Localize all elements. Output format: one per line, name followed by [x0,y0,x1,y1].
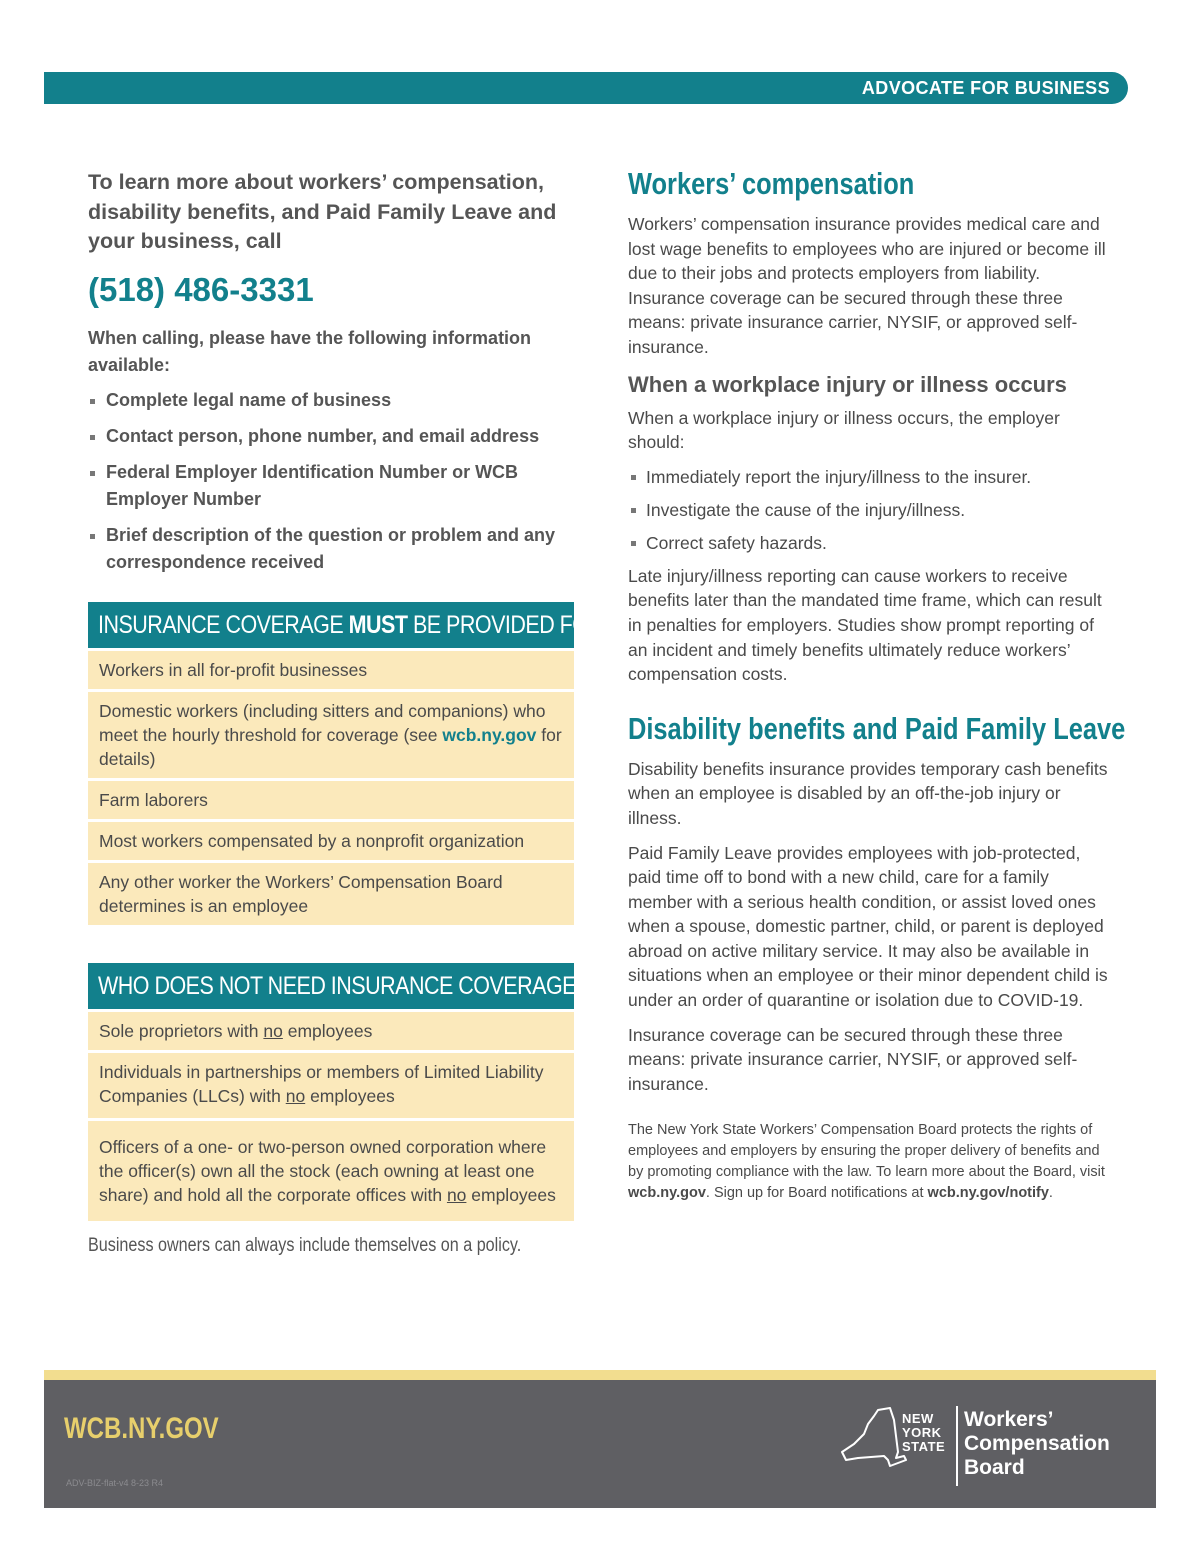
no-emphasis: no [446,1184,467,1205]
board-line: Compensation [964,1432,1110,1455]
disability-text: Disability benefits insurance provides temporary cash benefits when an employee is disabled by an off-the-job injury or illness. [628,758,1108,828]
title-part: INSURANCE COVERAGE [98,610,349,639]
row-text: employees [282,1020,373,1041]
form-code: ADV-BIZ-flat-v4 8-23 R4 [66,1478,164,1488]
list-item: Correct safety hazards. [628,531,1108,555]
pfl-text: Paid Family Leave provides employees with job-protected, paid time off to bond with a new child, care for a family member with a serious health condition, or assist loved ones when a spouse, domestic partner, child, or parent is deployed abroad on active military service. It may also be available in situations when an employee or their minor dependent child is under an order of quarantine or isolation due to COVID-19. [628,842,1108,1011]
list-item: Immediately report the injury/illness to the insurer. [628,465,1108,489]
board-text: . [1048,1184,1053,1201]
row-text: Officers of a one- or two-person owned corporation where the officer(s) own all the stock (each owning at least one share) and hold all the corporate offices with [99,1136,547,1205]
wcb-logo [838,1402,1138,1486]
header-label: ADVOCATE FOR BUSINESS [861,78,1110,98]
coverage-required-box [88,602,609,925]
board-wordmark [964,1408,1110,1480]
row-text: Sole proprietors with [99,1020,264,1041]
list-item: Investigate the cause of the injury/illness. [628,498,1108,522]
coverage-exempt-box [88,963,582,1221]
workers-comp-heading: Workers’ compensation [628,166,915,201]
injury-heading: When a workplace injury or illness occurs [628,371,1067,397]
board-text: The New York State Workers’ Compensation Board protects the rights of employees and employers by ensuring the proper delivery of benefits and by promoting compliance with the law. To learn more about the Board, visit [628,1122,1105,1181]
footer-url[interactable]: WCB.NY.GOV [64,1412,219,1445]
board-link[interactable]: wcb.ny.gov [628,1184,706,1201]
coverage-exempt-title [88,963,582,1009]
header-bar [44,72,1128,104]
secure-coverage-text: Insurance coverage can be secured through these three means: private insurance carrier, NYSIF, or approved self-insurance. [628,1024,1078,1094]
ny-state-outline-icon [838,1406,908,1472]
table-row: Workers in all for-profit businesses [88,651,574,689]
no-emphasis: no [285,1085,306,1106]
right-column [628,166,1126,1218]
board-statement [628,1120,1108,1203]
board-text: . Sign up for Board notifications at [705,1184,928,1201]
workers-comp-text: Workers’ compensation insurance provides medical care and lost wage benefits to employees who are injured or become ill due to their jobs and protects employers from liability. Insurance coverage can be secured through these three means: private insurance carrier, NYSIF, or approved self-insurance. [628,214,1106,357]
logo-divider [956,1406,958,1486]
nys-wordmark [902,1412,945,1454]
title-emphasis: MUST [348,610,408,639]
coverage-required-title [88,602,609,648]
phone-number[interactable]: (518) 486-3331 [88,270,314,308]
notify-link[interactable]: wcb.ny.gov/notify [927,1184,1049,1201]
list-item: Federal Employer Identification Number or WCB Employer Number [88,459,574,513]
board-line: Board [964,1456,1025,1479]
table-row [88,1121,574,1221]
row-text: employees [305,1085,395,1106]
late-reporting-text: Late injury/illness reporting can cause workers to receive benefits later than the mandated time frame, which can result in penalties for employers. Studies show prompt reporting of an incident and timely benefits ultimately reduce workers’ compensation costs. [628,565,1102,685]
no-emphasis: no [263,1020,283,1041]
nys-line: YORK [902,1425,942,1440]
injury-steps [628,465,1108,555]
injury-intro: When a workplace injury or illness occurs, the employer should: [628,407,1060,453]
table-row [88,692,574,778]
title-part: BE PROVIDED FOR: [407,610,609,639]
table-row: Farm laborers [88,781,574,819]
wcb-link[interactable]: wcb.ny.gov [442,724,537,745]
exempt-title-text: WHO DOES NOT NEED INSURANCE COVERAGE: [98,971,582,1000]
table-row: Most workers compensated by a nonprofit organization [88,822,574,860]
row-text: Domestic workers (including sitters and companions) who meet the hourly threshold for coverage (see [99,700,546,745]
list-item: Complete legal name of business [88,387,574,414]
list-item: Brief description of the question or problem and any correspondence received [88,522,574,576]
row-text: for details) [99,724,562,769]
board-line: Workers’ [964,1408,1054,1431]
policy-note: Business owners can always include themselves on a policy. [88,1234,522,1256]
table-row [88,1053,574,1118]
table-row: Any other worker the Workers’ Compensation Board determines is an employee [88,863,574,925]
table-row [88,1012,574,1050]
nys-line: STATE [902,1439,946,1454]
calling-instructions: When calling, please have the following information available: [88,327,532,375]
row-text: employees [466,1184,556,1205]
list-item: Contact person, phone number, and email address [88,423,574,450]
row-text: Individuals in partnerships or members of Limited Liability Companies (LLCs) with [99,1061,544,1106]
disability-heading: Disability benefits and Paid Family Leave [628,710,1126,746]
intro-text: To learn more about workers’ compensation, disability benefits, and Paid Family Leave and your business, call [88,170,557,253]
footer-stripe [44,1370,1156,1380]
footer [44,1380,1156,1508]
calling-checklist [88,387,574,576]
left-column [88,168,609,1257]
nys-line: NEW [902,1411,934,1426]
